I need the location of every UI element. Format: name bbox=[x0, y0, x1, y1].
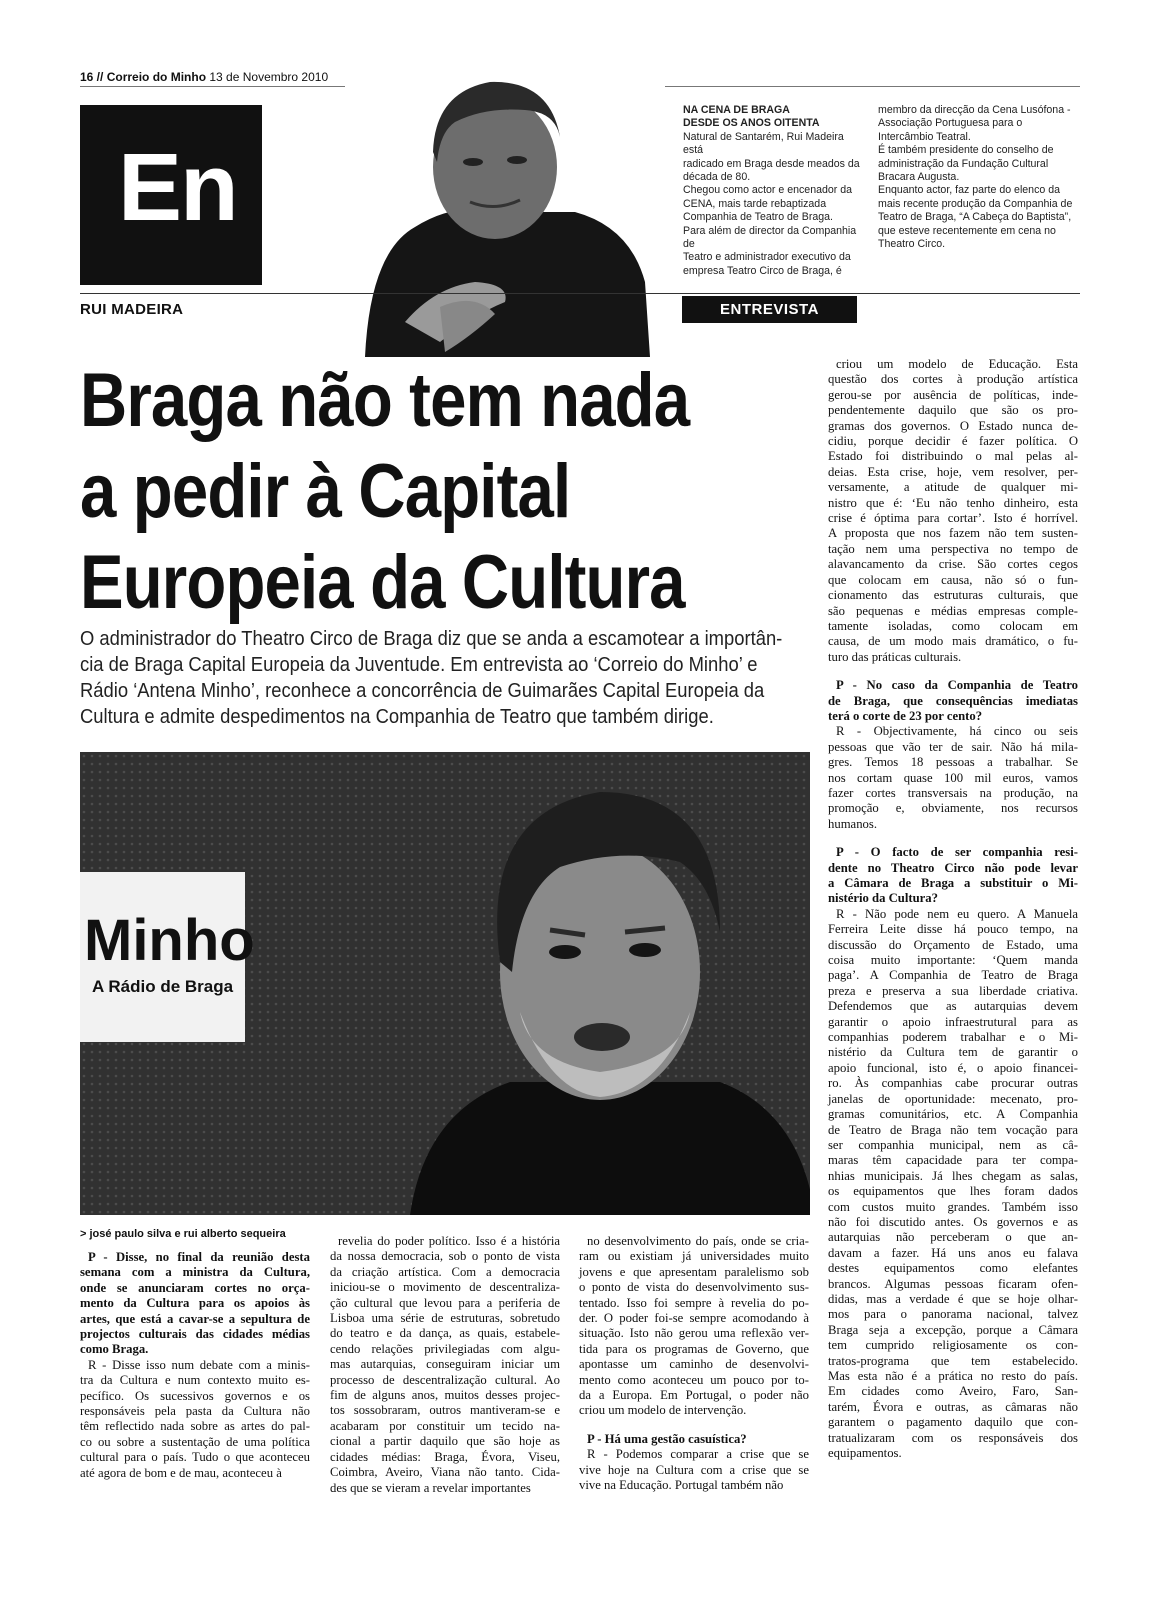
text-line: Defendemos que as autarquias devem bbox=[828, 999, 1078, 1014]
text-line: revelia do poder político. Isso é a história bbox=[338, 1234, 560, 1248]
sign-text: Minho bbox=[84, 908, 255, 973]
interview-question bbox=[828, 678, 1078, 724]
text-line: que colocam em causa, não só o fun- bbox=[828, 572, 1078, 587]
text-line: cidiu, porque decidir é fazer política. O bbox=[828, 434, 1078, 449]
text-line: tos sossobraram, outros mantiveram-se e bbox=[330, 1403, 560, 1418]
text-line: crise é óptima para cortar’. Isto é horrível. bbox=[828, 511, 1078, 526]
interview-answer bbox=[80, 1358, 310, 1481]
bio-line: Enquanto actor, faz parte do elenco da bbox=[878, 184, 1060, 197]
interview-answer bbox=[330, 1234, 560, 1496]
text-line: gerou-se por ausência de políticas, inde- bbox=[828, 387, 1078, 402]
text-line: coisa muito importante: ‘Quem manda bbox=[828, 953, 1078, 968]
bio-line: empresa Teatro Circo de Braga, é bbox=[683, 264, 842, 277]
text-line: davam a fazer. Há uns anos eu falava bbox=[828, 1245, 1078, 1260]
bio-line: Theatro Circo. bbox=[878, 238, 946, 251]
text-line: situação. Isto não gerou uma reflexão ver- bbox=[579, 1326, 809, 1341]
bio-line: Teatro de Braga, “A Cabeça do Baptista”, bbox=[878, 211, 1072, 224]
text-line: tratos-programa que tem estabelecido. bbox=[828, 1353, 1078, 1368]
text-line: mas autarquias, conseguiram iniciar um bbox=[330, 1357, 560, 1372]
text-line: de Teatro de Braga não tem vocação para bbox=[828, 1122, 1078, 1137]
newspaper-name: Correio do Minho bbox=[106, 70, 207, 84]
text-line: nistério da Cultura? bbox=[828, 891, 938, 906]
interview-answer bbox=[828, 724, 1078, 832]
text-line: fazer cortes transversais na produção, na bbox=[828, 785, 1078, 800]
text-line: preza e preserva a sua liberdade criativa. bbox=[828, 983, 1078, 998]
text-line: turo das práticas culturais. bbox=[828, 649, 962, 664]
text-line: cidades médias: Braga, Évora, Viseu, bbox=[330, 1449, 560, 1464]
paragraph-gap bbox=[828, 665, 1078, 678]
text-line: ram ou existiam já universidades muito bbox=[579, 1249, 809, 1264]
bio-heading-2: DESDE OS ANOS OITENTA bbox=[683, 117, 820, 130]
text-line: tarém, Évora e outras, as câmaras não bbox=[828, 1399, 1078, 1414]
article-column-3 bbox=[579, 1234, 809, 1494]
bio-line: CENA, mais tarde rebaptizada bbox=[683, 197, 827, 210]
text-line: o ponto de vista do desenvolvimento sus- bbox=[579, 1280, 809, 1295]
text-line: companhias poderem trabalhar e o Mi- bbox=[828, 1030, 1078, 1045]
interview-answer bbox=[579, 1234, 809, 1419]
bio-line: Chegou como actor e encenador da bbox=[683, 184, 853, 197]
text-line: semana com a ministra da Cultura, bbox=[80, 1265, 310, 1280]
text-line: Lisboa uma série de estruturas, sobretudo bbox=[330, 1311, 560, 1326]
bio-line: Intercâmbio Teatral. bbox=[878, 130, 971, 143]
text-line: no desenvolvimento do país, onde se cria- bbox=[587, 1234, 809, 1248]
text-line: mento da Cultura para os apoios às bbox=[80, 1296, 310, 1311]
text-line: cendo relações privilegiadas com algu- bbox=[330, 1341, 560, 1356]
section-rule bbox=[80, 293, 1080, 294]
article-column-4 bbox=[828, 357, 1078, 1461]
interview-answer bbox=[579, 1447, 809, 1493]
text-line: vive na Educação. Portugal também não bbox=[579, 1478, 784, 1493]
interview-question bbox=[579, 1432, 809, 1447]
text-line: ção cultural que levou para a periferia de bbox=[330, 1295, 560, 1310]
text-line: dente no Theatro Circo não pode levar bbox=[828, 860, 1078, 875]
headline-line: a pedir à Capital bbox=[80, 449, 571, 534]
text-line: a Câmara de Braga a substituir o Mi- bbox=[828, 876, 1078, 890]
lead-paragraph bbox=[80, 626, 807, 730]
bio-line: Teatro e administrador executivo da bbox=[683, 251, 851, 264]
text-line: Braga seja a excepção, porque a Câmara bbox=[828, 1322, 1078, 1337]
lead-line: O administrador do Theatro Circo de Braga diz que se anda a escamotear a importân- bbox=[80, 628, 783, 650]
text-line: maras têm capacidade para ter compa- bbox=[828, 1153, 1078, 1168]
text-line: pessoas que vão ter de sair. Não há mila- bbox=[828, 739, 1078, 754]
issue-date: 13 de Novembro 2010 bbox=[209, 70, 329, 84]
text-line: co ou sobre a sustentação de uma política bbox=[80, 1434, 310, 1449]
text-line: nistério da Cultura tem de garantir o bbox=[828, 1045, 1078, 1060]
text-line: cional a partir daquilo que são hoje as bbox=[330, 1434, 560, 1449]
bio-column-left bbox=[683, 104, 863, 278]
text-line: ser companhia municipal, nem as câ- bbox=[828, 1137, 1078, 1152]
text-line: A proposta que nos fazem não tem susten- bbox=[828, 526, 1078, 541]
text-line: tamente isoladas, como colocam em bbox=[828, 618, 1078, 633]
text-line: der. O poder foi-se sempre acomodando à bbox=[579, 1311, 809, 1326]
headline bbox=[80, 355, 708, 628]
bio-line: administração da Fundação Cultural bbox=[878, 157, 1049, 170]
text-line: Em cidades como Aveiro, Faro, San- bbox=[828, 1384, 1078, 1399]
interview-answer bbox=[828, 907, 1078, 1462]
text-line: equipamentos. bbox=[828, 1446, 902, 1461]
text-line: R - Objectivamente, há cinco ou seis bbox=[836, 724, 1078, 739]
text-line: Coimbra, Aveiro, Viana não tanto. Cida- bbox=[330, 1465, 560, 1480]
text-line: alavancamento da crise. São cortes cegos bbox=[828, 557, 1078, 572]
text-line: responsáveis pela pasta da Cultura não bbox=[80, 1404, 310, 1419]
section-marker bbox=[80, 105, 262, 285]
text-line: de Braga, que consequências imediatas bbox=[828, 693, 1078, 708]
bio-line: Companhia de Teatro de Braga. bbox=[683, 211, 833, 224]
interviewee-name: RUI MADEIRA bbox=[80, 301, 184, 318]
text-line: processo de descentralização cultural. Ao bbox=[330, 1372, 560, 1387]
text-line: tentado. Isso foi sempre à revelia do po- bbox=[579, 1295, 809, 1310]
text-line: gramas dos governos. O Estado nunca de- bbox=[828, 418, 1078, 433]
text-line: acabaram por constituir um tecido na- bbox=[330, 1418, 560, 1433]
text-line: apoio funcional, isto é, o apoio financei- bbox=[828, 1060, 1078, 1075]
text-line: tida para os programas de Governo, que bbox=[579, 1341, 809, 1356]
text-line: pecífico. Os sucessivos governos e os bbox=[80, 1388, 310, 1403]
text-line: criou um modelo de intervenção. bbox=[579, 1403, 747, 1418]
page-number: 16 // bbox=[80, 70, 104, 84]
interview-question bbox=[828, 845, 1078, 907]
text-line: P - No caso da Companhia de Teatro bbox=[836, 678, 1078, 693]
main-photo bbox=[80, 752, 810, 1215]
text-line: fim de alguns anos, muitos desses projec- bbox=[330, 1388, 560, 1403]
text-line: P - Disse, no final da reunião desta bbox=[88, 1250, 310, 1264]
text-line: os equipamentos que lhes foram dados bbox=[828, 1184, 1078, 1199]
section-label: En bbox=[118, 134, 237, 241]
interview-answer bbox=[828, 357, 1078, 665]
text-line: Mas esta não é a prática no resto do país. bbox=[828, 1369, 1078, 1383]
text-line: paga’. A Companhia de Teatro de Braga bbox=[828, 968, 1078, 983]
text-line: não foi discutido antes. Os governos e as bbox=[828, 1214, 1078, 1229]
text-line: até agora de bom e de mau, aconteceu à bbox=[80, 1465, 282, 1480]
bio-line: mais recente produção da Companhia de bbox=[878, 197, 1073, 210]
text-line: como Braga. bbox=[80, 1342, 149, 1357]
text-line: criou um modelo de Educação. Esta bbox=[836, 357, 1078, 371]
text-line: da criação artística. Com a democracia bbox=[330, 1264, 560, 1279]
text-line: apontasse um caminho de desenvolvi- bbox=[579, 1357, 809, 1372]
sign-subtext: A Rádio de Braga bbox=[92, 977, 234, 996]
interviewee-portrait bbox=[345, 52, 665, 357]
text-line: pendentemente daquilo que são os pro- bbox=[828, 403, 1078, 418]
photo-credit: > josé paulo silva e rui alberto sequeira bbox=[80, 1228, 286, 1240]
text-line: Ferreira Leite disse há pouco tempo, na bbox=[828, 922, 1078, 937]
text-line: tem cumprido religiosamente os con- bbox=[828, 1338, 1078, 1353]
lead-line: cia de Braga Capital Europeia da Juventude. Em entrevista ao ‘Correio do Minho’ e bbox=[80, 654, 758, 676]
text-line: terá o corte de 23 por cento? bbox=[828, 708, 983, 723]
text-line: autarquias não perceberam o que an- bbox=[828, 1230, 1078, 1245]
text-line: humanos. bbox=[828, 816, 877, 831]
bio-line: membro da direcção da Cena Lusófona - bbox=[878, 104, 1071, 116]
text-line: R - Podemos comparar a crise que se bbox=[587, 1447, 809, 1462]
page-folio bbox=[80, 70, 328, 84]
text-line: da nossa democracia, sob o ponto de vista bbox=[330, 1249, 560, 1264]
text-line: mos para o panorama nacional, talvez bbox=[828, 1307, 1078, 1322]
article-column-2 bbox=[330, 1234, 560, 1496]
text-line: garantir o apoio infraestrutural para as bbox=[828, 1014, 1078, 1029]
text-line: com custos muito grandes. Também isso bbox=[828, 1199, 1078, 1214]
bio-line: década de 80. bbox=[683, 171, 751, 184]
text-line: versamente, a atitude de qualquer mi- bbox=[828, 480, 1078, 495]
text-line: tratualizaram com os responsáveis dos bbox=[828, 1430, 1078, 1445]
text-line: tação nem uma perspectiva no tempo de bbox=[828, 541, 1078, 556]
text-line: des que se vieram a revelar importantes bbox=[330, 1480, 531, 1495]
text-line: onde se anunciaram cortes no orça- bbox=[80, 1280, 310, 1295]
text-line: da a Europa. Em Portugal, o poder não bbox=[579, 1388, 809, 1403]
text-line: nos cortam quase 100 mil euros, vamos bbox=[828, 770, 1078, 785]
text-line: cionamento das estruturas culturais, que bbox=[828, 588, 1078, 603]
bio-line: É também presidente do conselho de bbox=[878, 144, 1054, 157]
text-line: têm reflectido nada sobre as artes do pal- bbox=[80, 1419, 310, 1434]
headline-line: Braga não tem nada bbox=[80, 358, 690, 443]
paragraph-gap bbox=[579, 1419, 809, 1432]
text-line: promoção e, obviamente, nos recursos bbox=[828, 801, 1078, 816]
text-line: artes, que está a cavar-se a sepultura de bbox=[80, 1311, 310, 1326]
text-line: P - O facto de ser companhia resi- bbox=[836, 845, 1078, 860]
text-line: causa, de um modo mais dramático, o fu- bbox=[828, 634, 1078, 649]
bio-line: Natural de Santarém, Rui Madeira está bbox=[683, 130, 844, 157]
text-line: garantem o pagamento daquilo que con- bbox=[828, 1415, 1078, 1430]
text-line: do teatro e da dança, as quais, estabele- bbox=[330, 1326, 560, 1341]
text-line: iniciou-se o movimento de descentraliza- bbox=[330, 1280, 560, 1295]
article-type-tag: ENTREVISTA bbox=[682, 296, 857, 323]
text-line: janelas de oportunidade: mecenato, pro- bbox=[828, 1091, 1078, 1106]
interview-question bbox=[80, 1250, 310, 1358]
text-line: discussão do Orçamento de Estado, uma bbox=[828, 937, 1078, 952]
bio-line: Bracara Augusta. bbox=[878, 171, 960, 184]
text-line: cultural para o país. Tudo o que aconteceu bbox=[80, 1450, 310, 1465]
bio-line: Para além de director da Companhia de bbox=[683, 224, 857, 251]
lead-line: Cultura e admite despedimentos na Companhia de Teatro que também dirige. bbox=[80, 706, 714, 728]
text-line: P - Há uma gestão casuística? bbox=[587, 1431, 747, 1446]
text-line: R - Não pode nem eu quero. A Manuela bbox=[836, 906, 1078, 921]
text-line: gramas comunitários, etc. A Companhia bbox=[828, 1107, 1078, 1122]
bio-line: radicado em Braga desde meados da bbox=[683, 157, 860, 170]
text-line: brancos. Algumas pessoas ficaram ofen- bbox=[828, 1276, 1078, 1291]
text-line: mento como aconteceu um pouco por to- bbox=[579, 1372, 809, 1387]
text-line: projectos culturais das cidades médias bbox=[80, 1327, 310, 1342]
bio-line: que esteve recentemente em cena no bbox=[878, 224, 1056, 237]
text-line: gres. Temos 18 pessoas a trabalhar. Se bbox=[828, 755, 1078, 770]
text-line: ro. Às companhias cabe procurar outras bbox=[828, 1076, 1078, 1091]
bio-line: Associação Portuguesa para o bbox=[878, 117, 1023, 130]
text-line: jovens e que apresentam paralelismo sob bbox=[579, 1264, 809, 1279]
text-line: vive hoje na Cultura com a crise que se bbox=[579, 1462, 809, 1477]
bio-column-right bbox=[878, 104, 1078, 251]
text-line: nistro que é: ‘Eu não tenho dinheiro, esta bbox=[828, 495, 1078, 510]
article-column-1 bbox=[80, 1250, 310, 1481]
text-line: didas, mas a verdade é que se hoje olhar- bbox=[828, 1291, 1078, 1306]
text-line: tra da Cultura e num contexto muito es- bbox=[80, 1373, 310, 1388]
text-line: deias. Esta crise, hoje, vem resolver, per- bbox=[828, 464, 1078, 479]
text-line: questão dos cortes à produção artística bbox=[828, 372, 1078, 387]
text-line: destes equipamentos como elefantes bbox=[828, 1261, 1078, 1276]
text-line: são pequenas e médias empresas comple- bbox=[828, 603, 1078, 618]
text-line: Estado foi distribuindo o mal pelas al- bbox=[828, 449, 1078, 464]
bio-heading-1: NA CENA DE BRAGA bbox=[683, 104, 790, 116]
headline-line: Europeia da Cultura bbox=[80, 540, 685, 625]
paragraph-gap bbox=[828, 832, 1078, 845]
lead-line: Rádio ‘Antena Minho’, reconhece a concorrência de Guimarães Capital Europeia da bbox=[80, 680, 765, 702]
text-line: nhias municipais. Já lhes chegam as salas, bbox=[828, 1168, 1078, 1183]
text-line: R - Disse isso num debate com a minis- bbox=[88, 1357, 310, 1372]
